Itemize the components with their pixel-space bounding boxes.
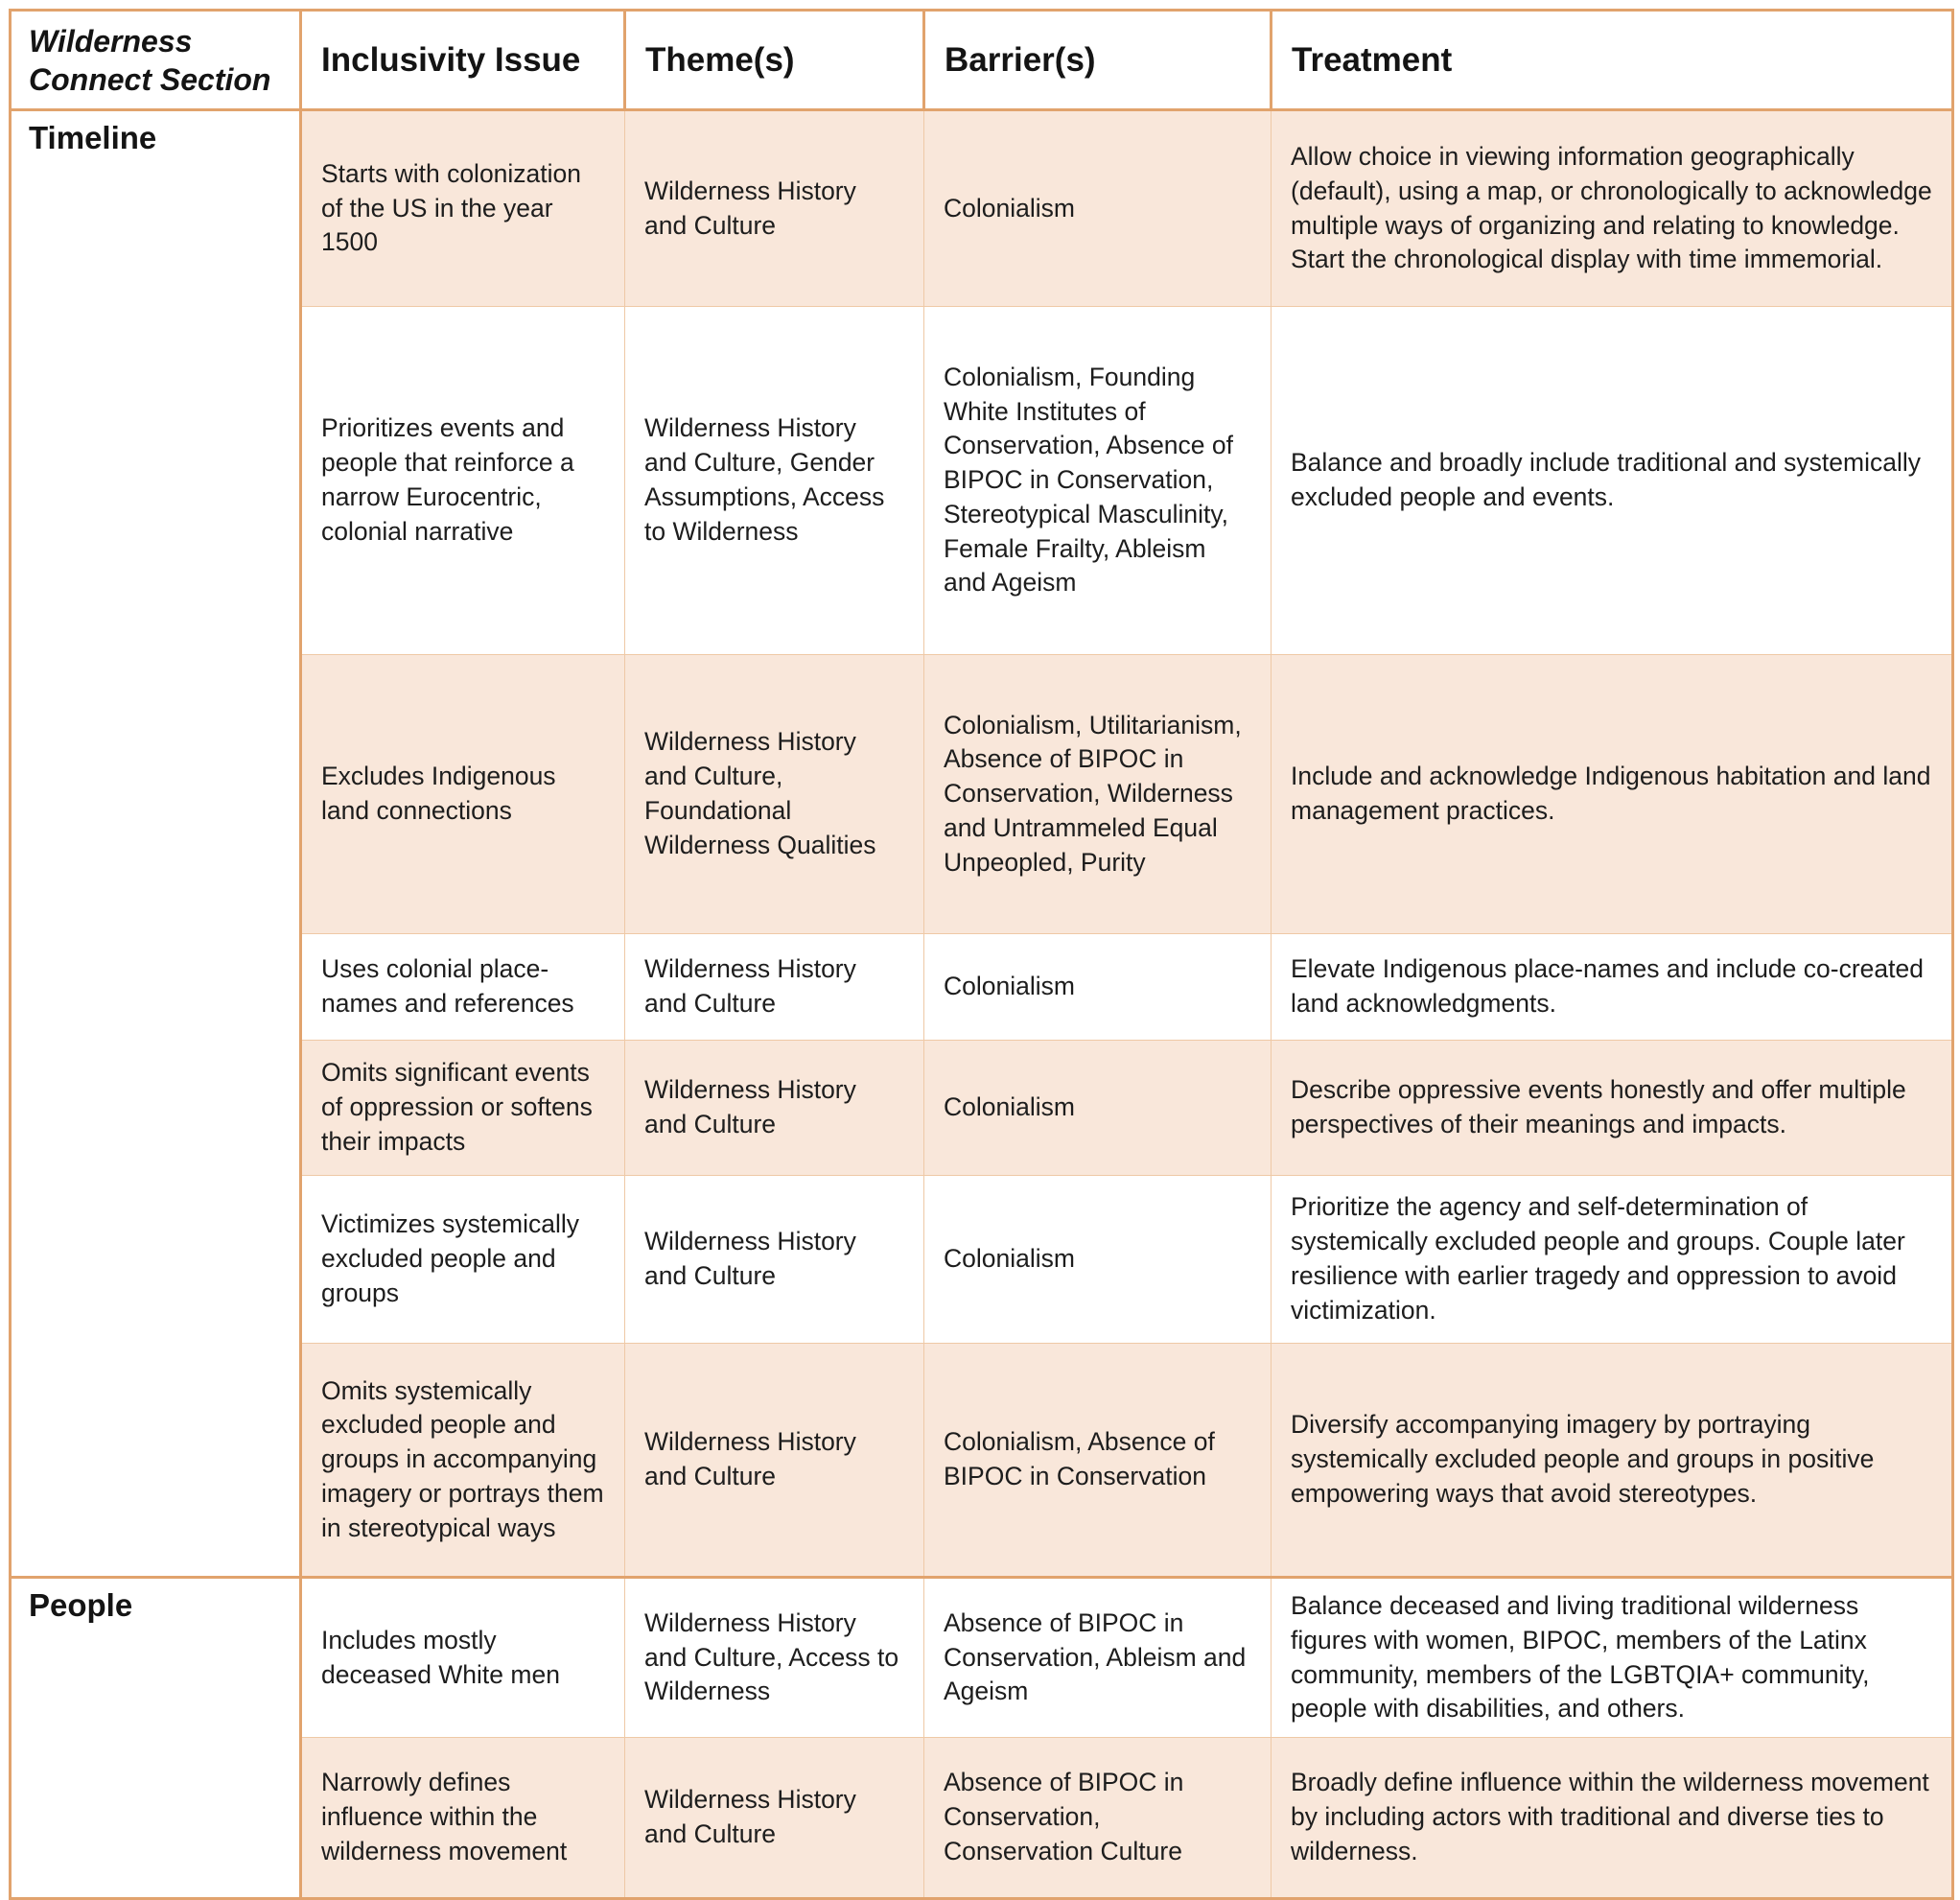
table-body [11, 110, 1953, 1899]
section-timeline: Timeline [11, 110, 301, 1578]
table-row [11, 1041, 1953, 1176]
issue-cell: Starts with colonization of the US in the year 1500 [301, 110, 625, 307]
treatment-cell: Allow choice in viewing information geographically (default), using a map, or chronologically to acknowledge multiple ways of organizing and relating to knowledge. Start the chronological display with time immemorial. [1272, 110, 1953, 307]
header-section: Wilderness Connect Section [11, 11, 301, 110]
issue-cell: Victimizes systemically excluded people and groups [301, 1176, 625, 1344]
inclusivity-table [9, 9, 1954, 1900]
barriers-cell: Colonialism [924, 934, 1272, 1041]
themes-cell: Wilderness History and Culture [625, 934, 924, 1041]
treatment-cell: Prioritize the agency and self-determination of systemically excluded people and groups. Couple later resilience with earlier tragedy and oppression to avoid victimization. [1272, 1176, 1953, 1344]
table-row [11, 655, 1953, 934]
themes-cell: Wilderness History and Culture [625, 1041, 924, 1176]
table-row [11, 1344, 1953, 1578]
barriers-cell: Colonialism [924, 1176, 1272, 1344]
issue-cell: Excludes Indigenous land connections [301, 655, 625, 934]
barriers-cell: Colonialism, Founding White Institutes of Conservation, Absence of BIPOC in Conservation, Stereotypical Masculinity, Female Frailty, Ableism and Ageism [924, 307, 1272, 655]
header-themes: Theme(s) [625, 11, 924, 110]
treatment-cell: Balance and broadly include traditional and systemically excluded people and events. [1272, 307, 1953, 655]
table-row [11, 1176, 1953, 1344]
header-inclusivity-issue: Inclusivity Issue [301, 11, 625, 110]
themes-cell: Wilderness History and Culture, Gender Assumptions, Access to Wilderness [625, 307, 924, 655]
themes-cell: Wilderness History and Culture [625, 110, 924, 307]
barriers-cell: Colonialism, Absence of BIPOC in Conservation [924, 1344, 1272, 1578]
header-row [11, 11, 1953, 110]
barriers-cell: Absence of BIPOC in Conservation, Ableism and Ageism [924, 1578, 1272, 1738]
treatment-cell: Include and acknowledge Indigenous habitation and land management practices. [1272, 655, 1953, 934]
header-treatment: Treatment [1272, 11, 1953, 110]
barriers-cell: Colonialism [924, 110, 1272, 307]
themes-cell: Wilderness History and Culture, Access to Wilderness [625, 1578, 924, 1738]
treatment-cell: Elevate Indigenous place-names and include co-created land acknowledgments. [1272, 934, 1953, 1041]
issue-cell: Uses colonial place-names and references [301, 934, 625, 1041]
themes-cell: Wilderness History and Culture [625, 1738, 924, 1899]
table-header [11, 11, 1953, 110]
issue-cell: Omits systemically excluded people and groups in accompanying imagery or portrays them in stereotypical ways [301, 1344, 625, 1578]
treatment-cell: Diversify accompanying imagery by portraying systemically excluded people and groups in positive empowering ways that avoid stereotypes. [1272, 1344, 1953, 1578]
themes-cell: Wilderness History and Culture [625, 1176, 924, 1344]
themes-cell: Wilderness History and Culture, Foundational Wilderness Qualities [625, 655, 924, 934]
header-barriers: Barrier(s) [924, 11, 1272, 110]
themes-cell: Wilderness History and Culture [625, 1344, 924, 1578]
table-row [11, 1738, 1953, 1899]
table-row [11, 934, 1953, 1041]
table-row [11, 110, 1953, 307]
table-row [11, 307, 1953, 655]
section-people: People [11, 1578, 301, 1899]
issue-cell: Omits significant events of oppression or softens their impacts [301, 1041, 625, 1176]
treatment-cell: Broadly define influence within the wilderness movement by including actors with traditional and diverse ties to wilderness. [1272, 1738, 1953, 1899]
treatment-cell: Describe oppressive events honestly and offer multiple perspectives of their meanings and impacts. [1272, 1041, 1953, 1176]
barriers-cell: Absence of BIPOC in Conservation, Conservation Culture [924, 1738, 1272, 1899]
issue-cell: Prioritizes events and people that reinforce a narrow Eurocentric, colonial narrative [301, 307, 625, 655]
barriers-cell: Colonialism, Utilitarianism, Absence of BIPOC in Conservation, Wilderness and Untrammeled Equal Unpeopled, Purity [924, 655, 1272, 934]
treatment-cell: Balance deceased and living traditional wilderness figures with women, BIPOC, members of the Latinx community, members of the LGBTQIA+ community, people with disabilities, and others. [1272, 1578, 1953, 1738]
issue-cell: Narrowly defines influence within the wilderness movement [301, 1738, 625, 1899]
barriers-cell: Colonialism [924, 1041, 1272, 1176]
issue-cell: Includes mostly deceased White men [301, 1578, 625, 1738]
table-row [11, 1578, 1953, 1738]
